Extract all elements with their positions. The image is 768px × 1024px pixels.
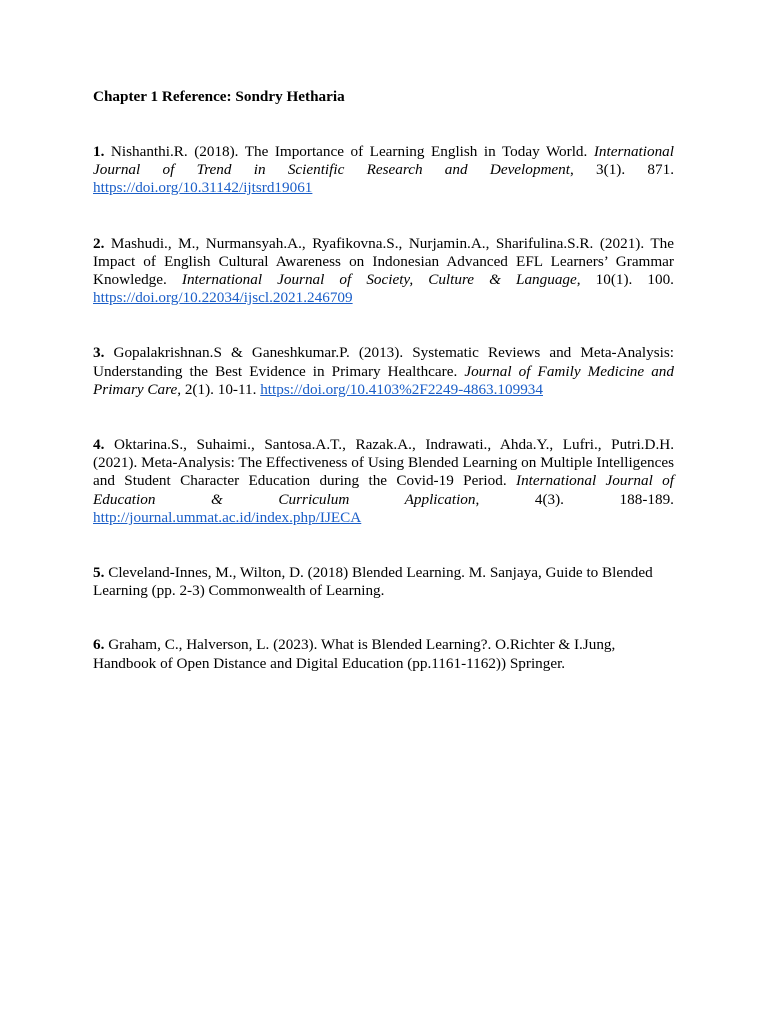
reference-text: Oktarina.S., Suhaimi., Santosa.A.T., Razak.A., Indrawati., Ahda.Y., Lufri., Putri.D.H. (2021). Meta-Analysis: The Effectiveness of Using Blended Learning on Multiple Intelligences and Student Character Education during the Covid-19 Period. [93, 436, 674, 490]
page-title: Chapter 1 Reference: Sondry Hetharia [93, 88, 345, 105]
document-page [93, 88, 674, 673]
reference-link[interactable]: https://doi.org/10.4103%2F2249-4863.109934 [260, 380, 543, 398]
reference-details: , 4(3). 188-189. [475, 490, 674, 508]
reference-journal: International Journal of Society, Culture & Language [181, 271, 577, 289]
reference-details: , 3(1). 871. [569, 161, 674, 179]
reference-number: 6. [93, 636, 105, 654]
reference-text: Mashudi., M., Nurmansyah.A., Ryafikovna.S., Nurjamin.A., Sharifulina.S.R. (2021). The Impact of English Cultural Awareness on Indonesian Advanced EFL Learners’ Grammar Knowledge. [93, 234, 674, 289]
reference-text: Nishanthi.R. (2018). The Importance of Learning English in Today World. [104, 143, 594, 160]
reference-journal: International Journal of Trend in Scientific Research and Development [93, 143, 674, 179]
reference-number: 3. [93, 344, 105, 362]
reference-item-3 [93, 344, 674, 399]
reference-details: , 10(1). 100. [576, 271, 674, 289]
reference-link[interactable]: https://doi.org/10.22034/ijscl.2021.246709 [93, 289, 353, 307]
reference-journal: Journal of Family Medicine and Primary Care [93, 362, 674, 398]
reference-number: 1. [93, 143, 105, 160]
reference-number: 2. [93, 234, 105, 252]
reference-text: Cleveland-Innes, M., Wilton, D. (2018) Blended Learning. M. Sanjaya, Guide to Blended Learning (pp. 2-3) Commonwealth of Learning. [93, 564, 653, 600]
reference-number: 5. [93, 564, 105, 582]
reference-number: 4. [93, 436, 105, 454]
reference-item-4 [93, 436, 674, 527]
reference-link[interactable]: http://journal.ummat.ac.id/index.php/IJECA [93, 508, 362, 526]
reference-item-1 [93, 143, 674, 198]
reference-text: Graham, C., Halverson, L. (2023). What is Blended Learning?. O.Richter & I.Jung, Handbook of Open Distance and Digital Education (pp.1161-1162)) Springer. [93, 636, 616, 672]
reference-link[interactable]: https://doi.org/10.31142/ijtsrd19061 [93, 179, 313, 197]
reference-item-2 [93, 235, 674, 308]
reference-journal: International Journal of Education & Curriculum Application [93, 472, 674, 508]
reference-item-5 [93, 564, 674, 600]
reference-item-6 [93, 636, 674, 672]
reference-details: , 2(1). 10-11. [177, 380, 261, 398]
reference-text: Gopalakrishnan.S & Ganeshkumar.P. (2013). Systematic Reviews and Meta-Analysis: Understanding the Best Evidence in Primary Healthcare. [93, 344, 674, 380]
